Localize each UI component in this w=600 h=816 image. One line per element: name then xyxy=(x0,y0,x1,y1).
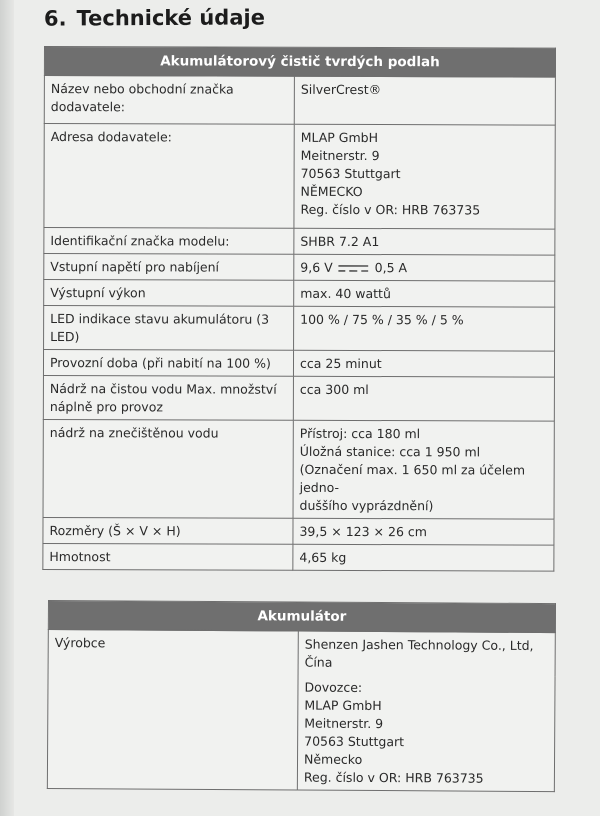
row-value: SHBR 7.2 A1 xyxy=(294,228,555,255)
table-header-row xyxy=(48,601,555,633)
row-value: 100 % / 75 % / 35 % / 5 % xyxy=(294,306,555,351)
row-label: Výrobce xyxy=(48,630,298,675)
section-heading xyxy=(44,5,265,30)
row-label: LED indikace stavu akumulátoru (3 LED) xyxy=(44,306,294,351)
row-value: SilverCrest® xyxy=(294,76,555,125)
table-row xyxy=(48,630,555,677)
row-value: cca 25 minut xyxy=(293,350,554,377)
table-row xyxy=(43,543,554,571)
table-row xyxy=(43,517,554,545)
table-row xyxy=(47,673,555,792)
table-row xyxy=(44,76,555,126)
row-label: Vstupní napětí pro nabíjení xyxy=(44,254,294,281)
row-value: Shenzen Jashen Technology Co., Ltd, Čína xyxy=(298,631,555,676)
device-table-header: Akumulátorový čistič tvrdých podlah xyxy=(44,47,555,78)
table-row xyxy=(43,350,554,378)
row-value: cca 300 ml xyxy=(293,376,554,421)
row-label: Identifikační značka modelu: xyxy=(44,228,294,255)
row-label: nádrž na znečištěnou vodu xyxy=(43,419,293,518)
row-label: Rozměry (Š × V × H) xyxy=(43,517,293,544)
table-row xyxy=(44,228,555,256)
row-label: Provozní doba (při nabití na 100 %) xyxy=(43,350,293,377)
table-row xyxy=(44,254,555,282)
dc-symbol-icon xyxy=(339,264,369,273)
table-row xyxy=(43,419,554,519)
device-spec-table xyxy=(42,46,556,572)
section-number: 6. xyxy=(43,6,67,31)
row-value: Dovozce: MLAP GmbH Meitnerstr. 9 70563 Stuttgart Německo Reg. číslo v OR: HRB 763735 xyxy=(297,675,555,792)
row-value: 9,6 V 0,5 A xyxy=(294,254,555,281)
row-label: Adresa dodavatele: xyxy=(44,124,294,229)
row-value: max. 40 wattů xyxy=(294,280,555,307)
row-value: 4,65 kg xyxy=(293,544,554,571)
table-row xyxy=(43,375,554,421)
section-title: Technické údaje xyxy=(76,5,265,31)
row-value: MLAP GmbH Meitnerstr. 9 70563 Stuttgart NĚMECKO Reg. číslo v OR: HRB 763735 xyxy=(294,124,555,229)
row-label xyxy=(47,673,298,790)
table-header-row xyxy=(44,47,555,78)
table-row xyxy=(44,124,555,230)
battery-spec-table xyxy=(47,600,556,792)
row-value: 39,5 × 123 × 26 cm xyxy=(293,518,554,545)
row-label: Hmotnost xyxy=(43,543,293,570)
page-edge-shadow xyxy=(0,0,14,816)
row-value: Přístroj: cca 180 ml Úložná stanice: cca 1 950 ml (Označení max. 1 650 ml za účelem jedno- duššího vyprázdnění) xyxy=(293,420,554,519)
battery-table-header: Akumulátor xyxy=(48,601,555,633)
table-row xyxy=(44,306,555,352)
row-label: Nádrž na čistou vodu Max. množství náplně pro provoz xyxy=(43,375,293,420)
table-row xyxy=(44,280,555,308)
row-label: Výstupní výkon xyxy=(44,280,294,307)
row-label: Název nebo obchodní značka dodavatele: xyxy=(44,76,294,125)
